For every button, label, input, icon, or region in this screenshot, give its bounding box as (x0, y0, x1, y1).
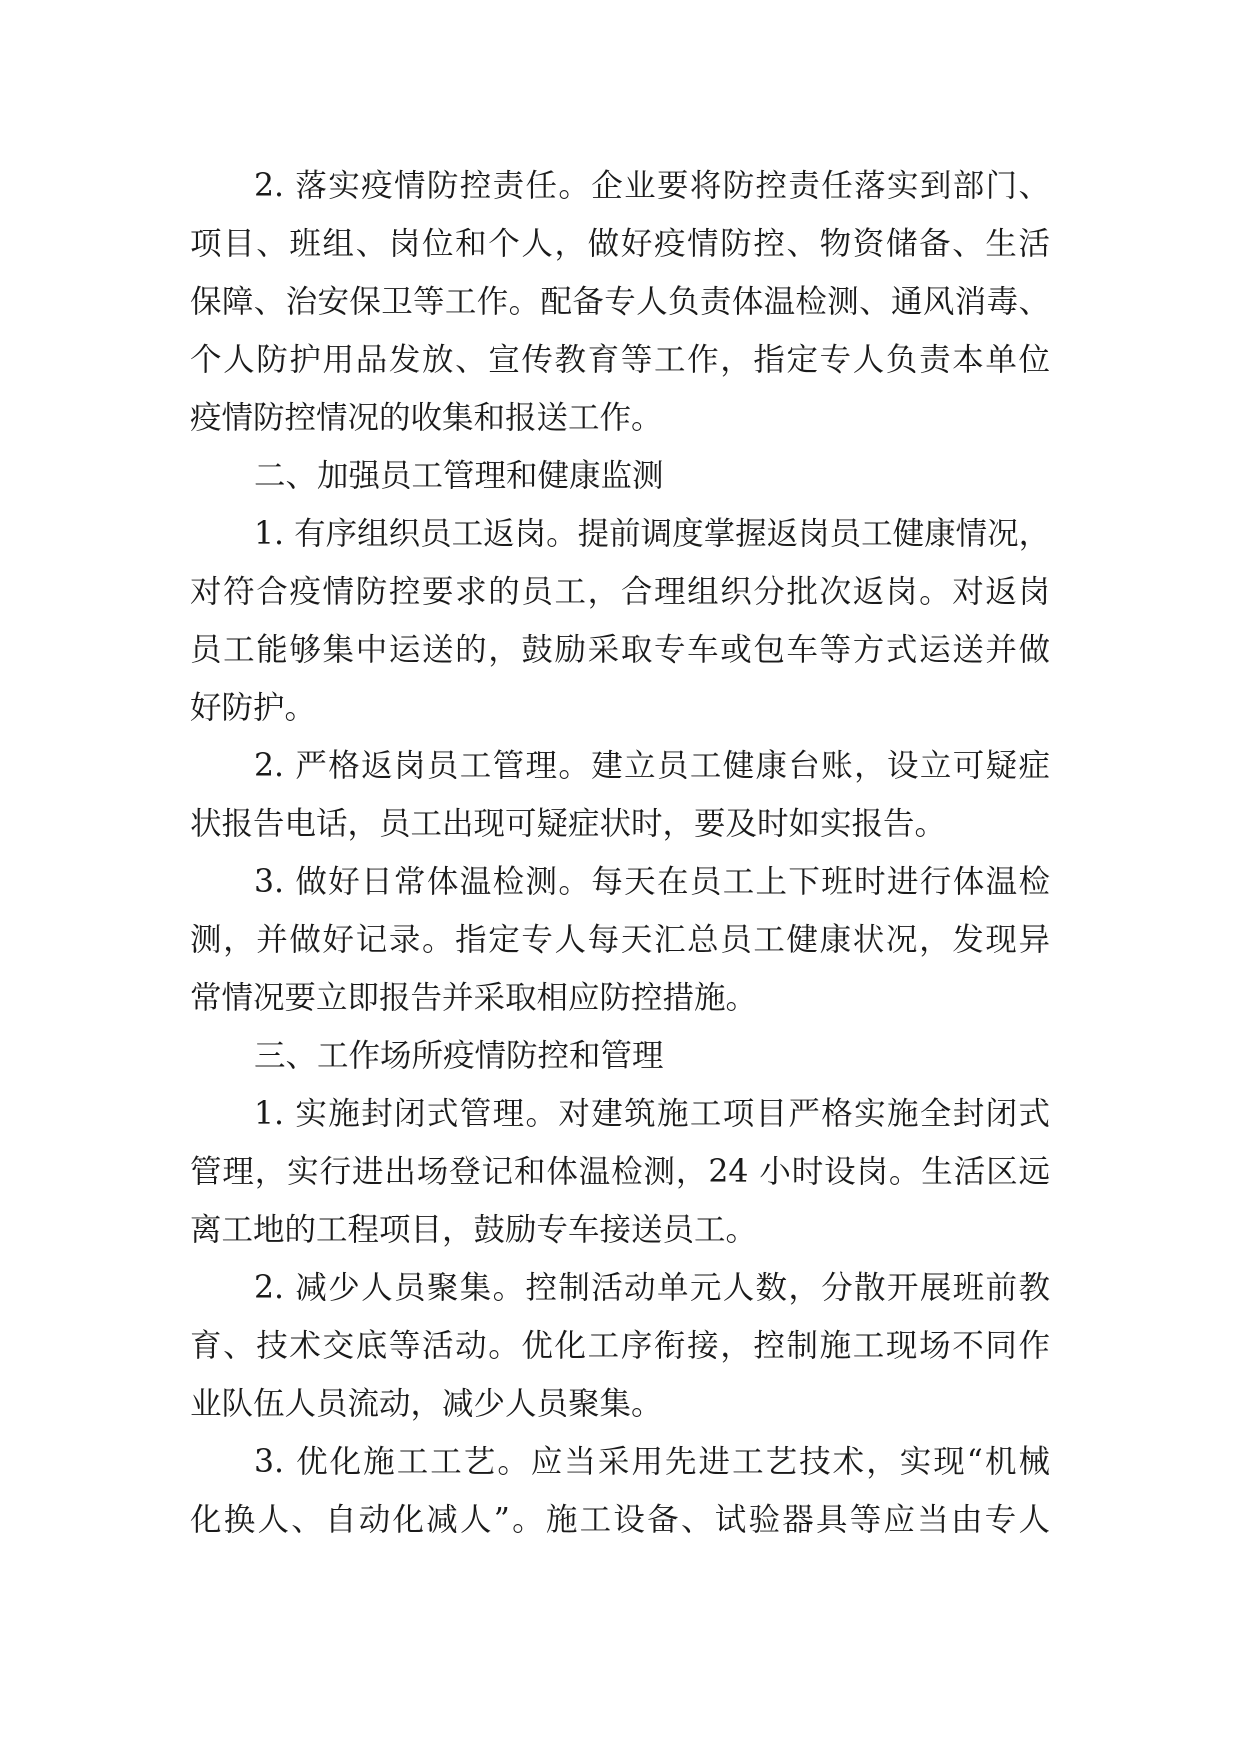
paragraph-line: 3. 优化施工工艺。应当采用先进工艺技术，实现“机械 (254, 1444, 1050, 1480)
section-heading: 三、工作场所疫情防控和管理 (254, 1038, 664, 1074)
paragraph-line: 化换人、自动化减人”。施工设备、试验器具等应当由专人 (190, 1502, 1050, 1538)
paragraph-line: 业队伍人员流动，减少人员聚集。 (190, 1386, 663, 1422)
paragraph-line: 测，并做好记录。指定专人每天汇总员工健康状况，发现异 (190, 922, 1050, 958)
paragraph-line: 离工地的工程项目，鼓励专车接送员工。 (190, 1212, 758, 1248)
paragraph-line: 个人防护用品发放、宣传教育等工作，指定专人负责本单位 (190, 342, 1050, 378)
paragraph-line: 管理，实行进出场登记和体温检测，24 小时设岗。生活区远 (190, 1154, 1050, 1190)
paragraph-line: 3. 做好日常体温检测。每天在员工上下班时进行体温检 (254, 864, 1050, 900)
paragraph-line: 好防护。 (190, 690, 317, 726)
paragraph-line: 1. 实施封闭式管理。对建筑施工项目严格实施全封闭式 (254, 1096, 1050, 1132)
paragraph-line: 2. 严格返岗员工管理。建立员工健康台账，设立可疑症 (254, 748, 1050, 784)
paragraph-line: 员工能够集中运送的，鼓励采取专车或包车等方式运送并做 (190, 632, 1050, 668)
section-heading: 二、加强员工管理和健康监测 (254, 458, 664, 494)
paragraph-line: 保障、治安保卫等工作。配备专人负责体温检测、通风消毒、 (190, 284, 1050, 320)
paragraph-line: 状报告电话，员工出现可疑症状时，要及时如实报告。 (190, 806, 947, 842)
paragraph-line: 2. 落实疫情防控责任。企业要将防控责任落实到部门、 (254, 168, 1050, 204)
paragraph-line: 常情况要立即报告并采取相应防控措施。 (190, 980, 758, 1016)
paragraph-line: 育、技术交底等活动。优化工序衔接，控制施工现场不同作 (190, 1328, 1050, 1364)
paragraph-line: 1. 有序组织员工返岗。提前调度掌握返岗员工健康情况， (254, 516, 1051, 552)
paragraph-line: 对符合疫情防控要求的员工，合理组织分批次返岗。对返岗 (190, 574, 1050, 610)
paragraph-line: 2. 减少人员聚集。控制活动单元人数，分散开展班前教 (254, 1270, 1050, 1306)
paragraph-line: 疫情防控情况的收集和报送工作。 (190, 400, 663, 436)
paragraph-line: 项目、班组、岗位和个人，做好疫情防控、物资储备、生活 (190, 226, 1050, 262)
